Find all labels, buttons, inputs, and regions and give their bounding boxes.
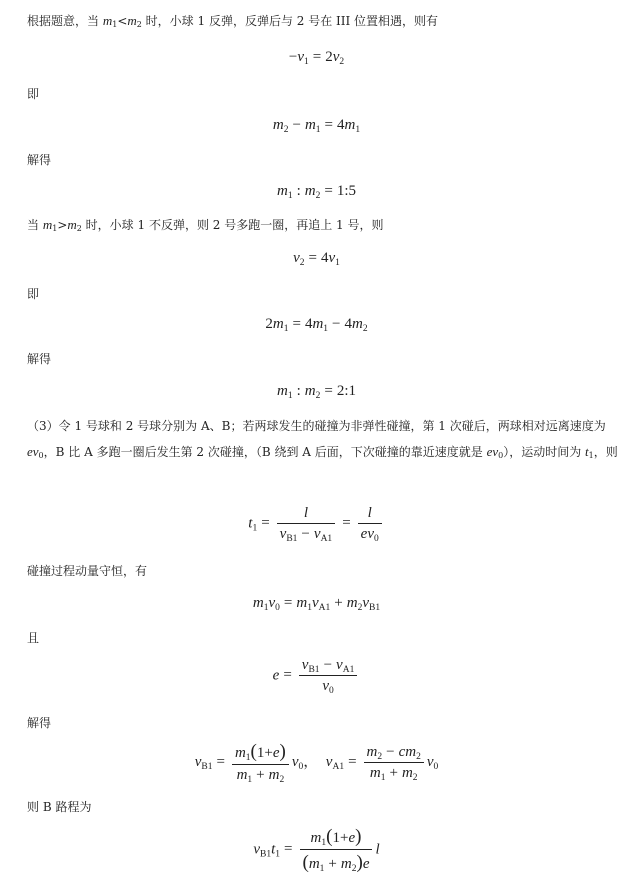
symbol-ev0: $ev_0$ (486, 444, 504, 460)
condition-m1-greater-m2: $m_1>m_2$ (42, 217, 82, 233)
equation-3: $m_1$ : $m_2$ = 1:5 (277, 183, 356, 201)
paragraph-rebound-case (27, 10, 625, 32)
equation-11: $v_{B1}t_1$ = $\frac{m_1(1+e)}{(m_1 + m_2)e}$ l (253, 826, 380, 874)
condition-m1-less-m2: $m_1<m_2$ (102, 13, 142, 29)
equation-8: $m_1v_0 = m_1v_{A1} + m_2v_{B1}$ (252, 595, 381, 613)
paragraph-path-b: 则 B 路程为 (27, 800, 92, 814)
paragraph-text: 根据题意，当 (27, 14, 103, 28)
fraction: $\frac{v_{B1} - v_{A1}}{v_0}$ (299, 657, 358, 695)
label-jiede-1: 解得 (27, 153, 52, 167)
label-jiede-3: 解得 (27, 716, 52, 730)
equation-5: $2m_1 = 4m_1 - 4m_2$ (265, 316, 368, 334)
paragraph-momentum: 碰撞过程动量守恒，有 (27, 564, 148, 578)
equation-2: $m_2 - m_1 = 4m_1$ (272, 117, 361, 135)
equation-6: $m_1$ : $m_2$ = 2:1 (277, 383, 356, 401)
fraction: $\frac{l}{v_{B1} - v_{A1}}$ (277, 505, 336, 543)
fraction: $\frac{m_2 - cm_2}{m_1 + m_2}$ (364, 744, 424, 782)
equation-7: $t_1$ = $\frac{l}{v_{B1} - v_{A1}}$ = $\frac{l}{ev_0}$ (0, 505, 633, 543)
label-jiede-2: 解得 (27, 352, 52, 366)
paragraph-part-3: （3）令 1 号球和 2 号球分别为 A、B；若两球发生的碰撞为非弹性碰撞，第 1 次碰后，两球相对远离速度为 $ev_0$，B 比 A 多跑一圈后发生第 2 次碰撞，（B 绕到 A 后面，下次碰撞的靠近速度就是 $ev_0$），运动时间为 $t_1$，则 (27, 419, 618, 460)
fraction: $\frac{l}{ev_0}$ (358, 505, 382, 543)
equation-1: $-v_1 = 2v_2$ (288, 49, 345, 67)
equation-10: $v_{B1}$ = $\frac{m_1(1+e)}{m_1 + m_2}$ $v_0$， $v_{A1}$ = $\frac{m_2 - cm_2}{m_1 + m_2}$ $v_0$ (194, 741, 439, 785)
label-ji-2: 即 (27, 287, 40, 301)
symbol-t1: $t_1$ (585, 444, 594, 460)
equation-9: e = $\frac{v_{B1} - v_{A1}}{v_0}$ (0, 657, 633, 695)
fraction: $\frac{m_1(1+e)}{(m_1 + m_2)e}$ (300, 826, 373, 874)
symbol-ev0: $ev_0$ (27, 444, 44, 460)
label-ji-1: 即 (27, 87, 40, 101)
paragraph-text: 时，小球 1 反弹，反弹后与 2 号在 III 位置相遇，则有 (141, 14, 439, 28)
fraction: $\frac{m_1(1+e)}{m_1 + m_2}$ (232, 741, 289, 784)
label-qie: 且 (27, 631, 40, 645)
equation-4: $v_2 = 4v_1$ (293, 250, 340, 268)
paragraph-no-rebound-case: 当 $m_1>m_2$ 时，小球 1 不反弹，则 2 号多跑一圈，再追上 1 号，则 (27, 217, 384, 233)
